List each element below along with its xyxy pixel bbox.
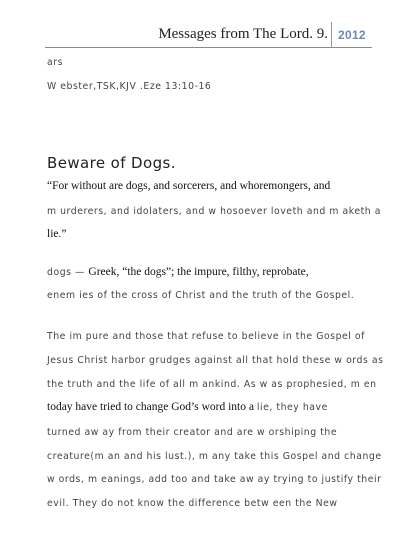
paragraph-line-2: Jesus Christ harbor grudges against all that hold these w ords as — [47, 355, 384, 366]
paragraph-line-4-bold: today have tried to change God’s word into a — [47, 401, 257, 413]
paragraph-line-8: evil. They do not know the difference betw een the New — [47, 498, 338, 509]
header-year: 2012 — [338, 28, 366, 42]
paragraph-line-6: creature(m an and his lust.), m any take this Gospel and change — [47, 451, 382, 462]
definition-term: dogs — — [47, 267, 89, 278]
definition-line-1 — [47, 266, 309, 278]
definition-text: Greek, “the dogs”; the impure, filthy, reprobate, — [88, 266, 309, 278]
definition-line-2: enem ies of the cross of Christ and the truth of the Gospel. — [47, 290, 355, 301]
header-rule — [45, 47, 372, 48]
quote-line-2: m urderers, and idolaters, and w hosoever loveth and m aketh a — [47, 206, 381, 217]
header-title: Messages from The Lord. 9. — [158, 26, 328, 42]
header-divider — [331, 22, 332, 48]
reference-line: W ebster,TSK,KJV .Eze 13:10-16 — [47, 81, 212, 92]
paragraph-line-5: turned aw ay from their creator and are w orshiping the — [47, 427, 338, 438]
paragraph-line-7: w ords, m eanings, add too and take aw ay trying to justify their — [47, 474, 382, 485]
section-heading: Beware of Dogs. — [47, 154, 176, 172]
paragraph-line-4-rest: lie, they have — [256, 402, 328, 413]
paragraph-line-3: the truth and the life of all m ankind. As w as prophesied, m en — [47, 379, 377, 390]
page-header — [0, 0, 420, 50]
paragraph-line-1: The im pure and those that refuse to believe in the Gospel of — [47, 331, 365, 342]
quote-line-3: lie.” — [47, 228, 67, 240]
paragraph-line-4 — [47, 401, 328, 413]
body-line-ars: ars — [47, 57, 64, 68]
quote-line-1: “For without are dogs, and sorcerers, and whoremongers, and — [47, 180, 331, 192]
